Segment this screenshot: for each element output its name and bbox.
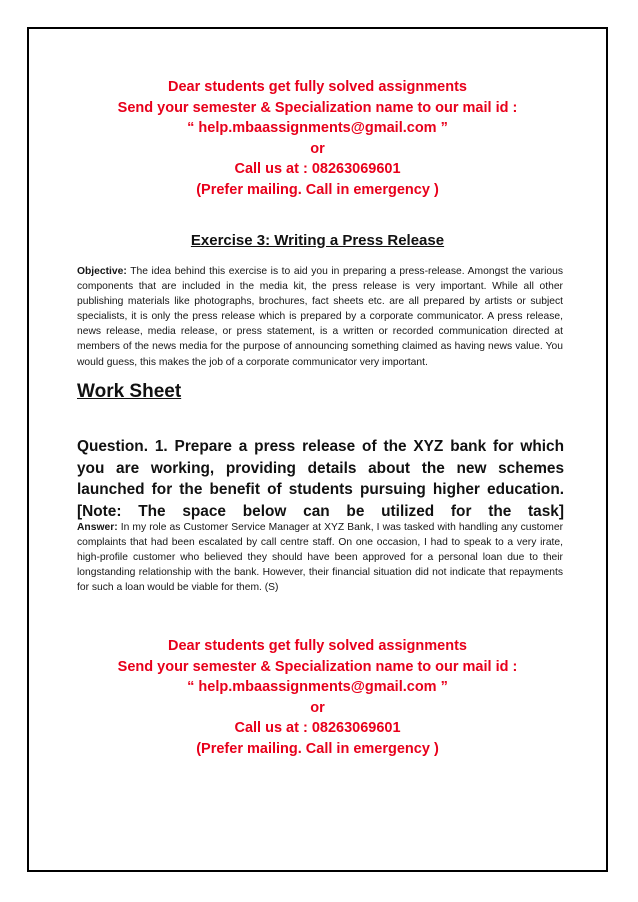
objective-paragraph bbox=[77, 264, 563, 370]
promo-line: Dear students get fully solved assignments bbox=[168, 79, 467, 95]
promo-line: Send your semester & Specialization name to our mail id : bbox=[117, 658, 518, 675]
exercise-title: Exercise 3: Writing a Press Release bbox=[190, 232, 445, 249]
promo-line: or bbox=[310, 140, 325, 157]
promo-phone: Call us at : 08263069601 bbox=[234, 720, 401, 736]
promo-block-top bbox=[29, 77, 606, 200]
promo-email: “ help.mbaassignments@gmail.com ” bbox=[187, 120, 448, 136]
worksheet-title: Work Sheet bbox=[77, 381, 182, 402]
objective-text: The idea behind this exercise is to aid you in preparing a press-release. Amongst the various components that are included in the media kit, the press release is very important. While all other publishing materials like photographs, brochures, fact sheets etc. are all prepared by artists or subject specialists, it is only the press release which is prepared by a corporate communicator. A press release, news release, media release, or press statement, is a written or recorded communication directed at members of the news media for the purpose of announcing something claimed as having news value. You would guess, this makes the job of a corporate communicator very important. bbox=[77, 266, 563, 368]
promo-block-bottom bbox=[29, 636, 606, 759]
question-body: Question. 1. Prepare a press release of the XYZ bank for which you are working, providing details about the new schemes launched for the benefit of students pursuing higher education. bbox=[77, 438, 564, 498]
promo-line: (Prefer mailing. Call in emergency ) bbox=[196, 740, 439, 757]
promo-email: “ help.mbaassignments@gmail.com ” bbox=[187, 679, 448, 695]
question-text bbox=[77, 436, 564, 522]
answer-text: In my role as Customer Service Manager at XYZ Bank, I was tasked with handling any customer complaints that had been escalated by call centre staff. On one occasion, I had to speak to a very irate, high-profile customer who believed they should have been approved for a personal loan due to their longstanding relationship with the bank. However, their financial situation did not indicate that repayments for such a loan would be viable for them. (S) bbox=[77, 522, 563, 594]
answer-label: Answer: bbox=[77, 522, 118, 533]
promo-line: Send your semester & Specialization name to our mail id : bbox=[117, 99, 518, 116]
question-note: [Note: The space below can be utilized for the task] bbox=[77, 502, 564, 520]
answer-paragraph bbox=[77, 520, 563, 595]
promo-line: Dear students get fully solved assignments bbox=[168, 638, 467, 654]
promo-line: or bbox=[310, 699, 325, 716]
objective-label: Objective: bbox=[77, 266, 127, 277]
promo-phone: Call us at : 08263069601 bbox=[234, 161, 401, 177]
promo-line: (Prefer mailing. Call in emergency ) bbox=[196, 181, 439, 198]
